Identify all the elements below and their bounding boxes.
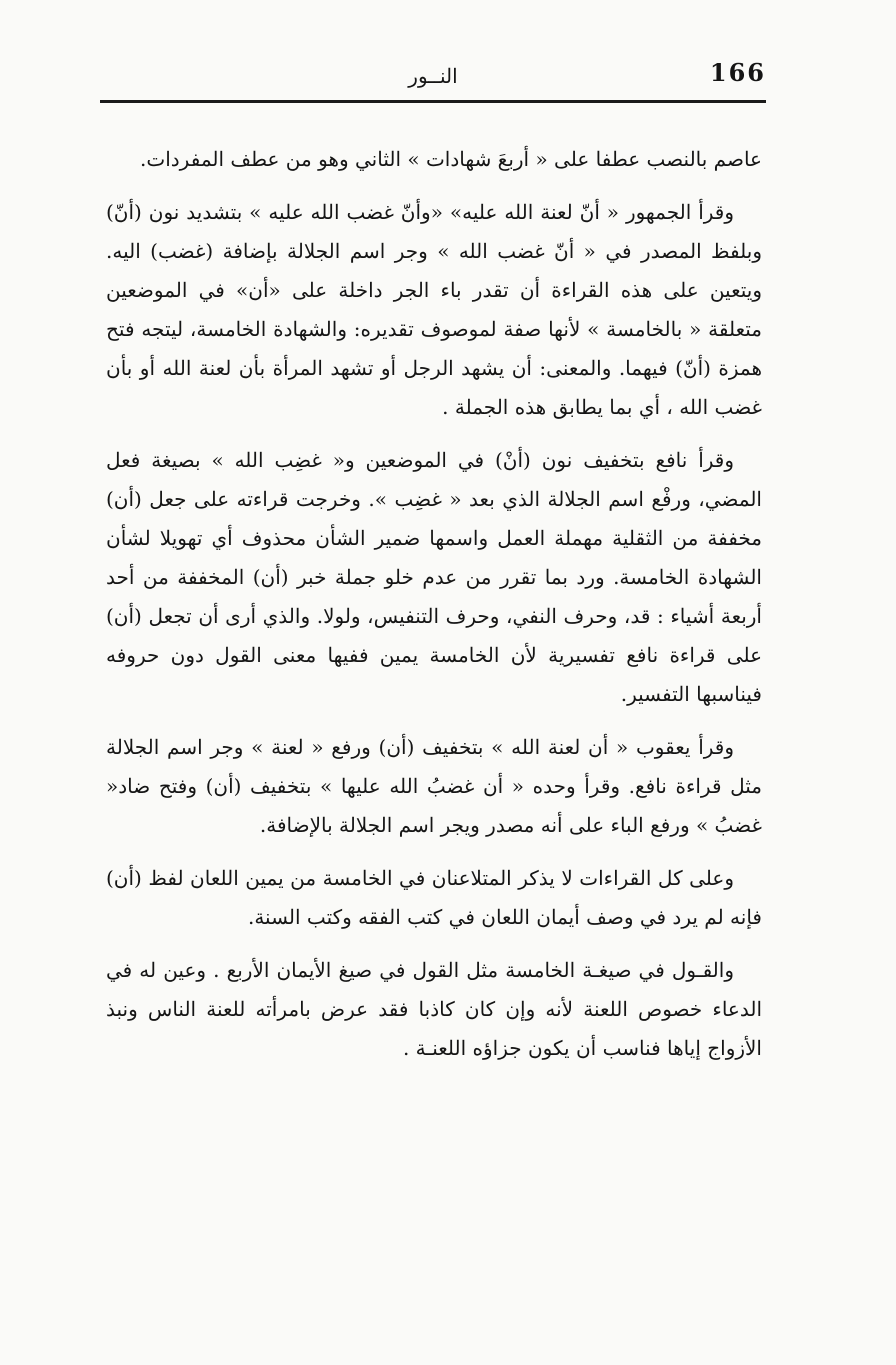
page-body	[106, 140, 762, 1082]
paragraph: وقرأ يعقوب « أن لعنة الله » بتخفيف (أن) ورفع « لعنة » وجر اسم الجلالة مثل قراءة نافع. وقرأ وحده « أن غضبُ الله عليها » بتخفيف (أن) وفتح ضاد« غضبُ » ورفع الباء على أنه مصدر ويجر اسم الجلالة بالإضافة.	[106, 735, 762, 837]
paragraph: والقـول في صيغـة الخامسة مثل القول في صيغ الأيمان الأربع . وعين له في الدعاء خصوص اللعنة لأنه وإن كان كاذبا فقد عرض بامرأته للعنة الناس ونبذ الأزواج إياها فناسب أن يكون جزاؤه اللعنـة .	[106, 958, 762, 1060]
paragraph: وقرأ الجمهور « أنّ لعنة الله عليه» «وأنّ غضب الله عليه » بتشديد نون (أنّ) وبلفظ المصدر في « أنّ غضب الله » وجر اسم الجلالة بإضافة (غضب) اليه. ويتعين على هذه القراءة أن تقدر باء الجر داخلة على «أن» في الموضعين متعلقة « بالخامسة » لأنها صفة لموصوف تقديره: والشهادة الخامسة، ليتجه فتح همزة (أنّ) فيهما. والمعنى: أن يشهد الرجل أو تشهد المرأة بأن لعنة الله أو بأن غضب الله ، أي بما يطابق هذه الجملة .	[106, 200, 763, 419]
paragraph: وعلى كل القراءات لا يذكر المتلاعنان في الخامسة من يمين اللعان لفظ (أن) فإنه لم يرد في وصف أيمان اللعان في كتب الفقه وكتب السنة.	[106, 866, 762, 929]
page-number: 166	[709, 58, 766, 87]
paragraph: وقرأ نافع بتخفيف نون (أنْ) في الموضعين و« غضِب الله » بصيغة فعل المضي، ورفْع اسم الجلالة الذي بعد « غضِب ». وخرجت قراءته على جعل (أن) مخففة من الثقلية مهملة العمل واسمها ضمير الشأن محذوف أي تهويلا لشأن الشهادة الخامسة. ورد بما تقرر من عدم خلو جملة خبر (أن) المخففة من أحد أربعة أشياء : قد، وحرف النفي، وحرف التنفيس، ولولا. والذي أرى أن تجعل (أن) على قراءة نافع تفسيرية لأن الخامسة يمين ففيها معنى القول دون حروفه فيناسبها التفسير.	[106, 448, 762, 706]
running-title: النــور	[408, 64, 458, 88]
page-header	[100, 58, 766, 103]
paragraph: عاصم بالنصب عطفا على « أربعَ شهادات » الثاني وهو من عطف المفردات.	[140, 147, 762, 171]
